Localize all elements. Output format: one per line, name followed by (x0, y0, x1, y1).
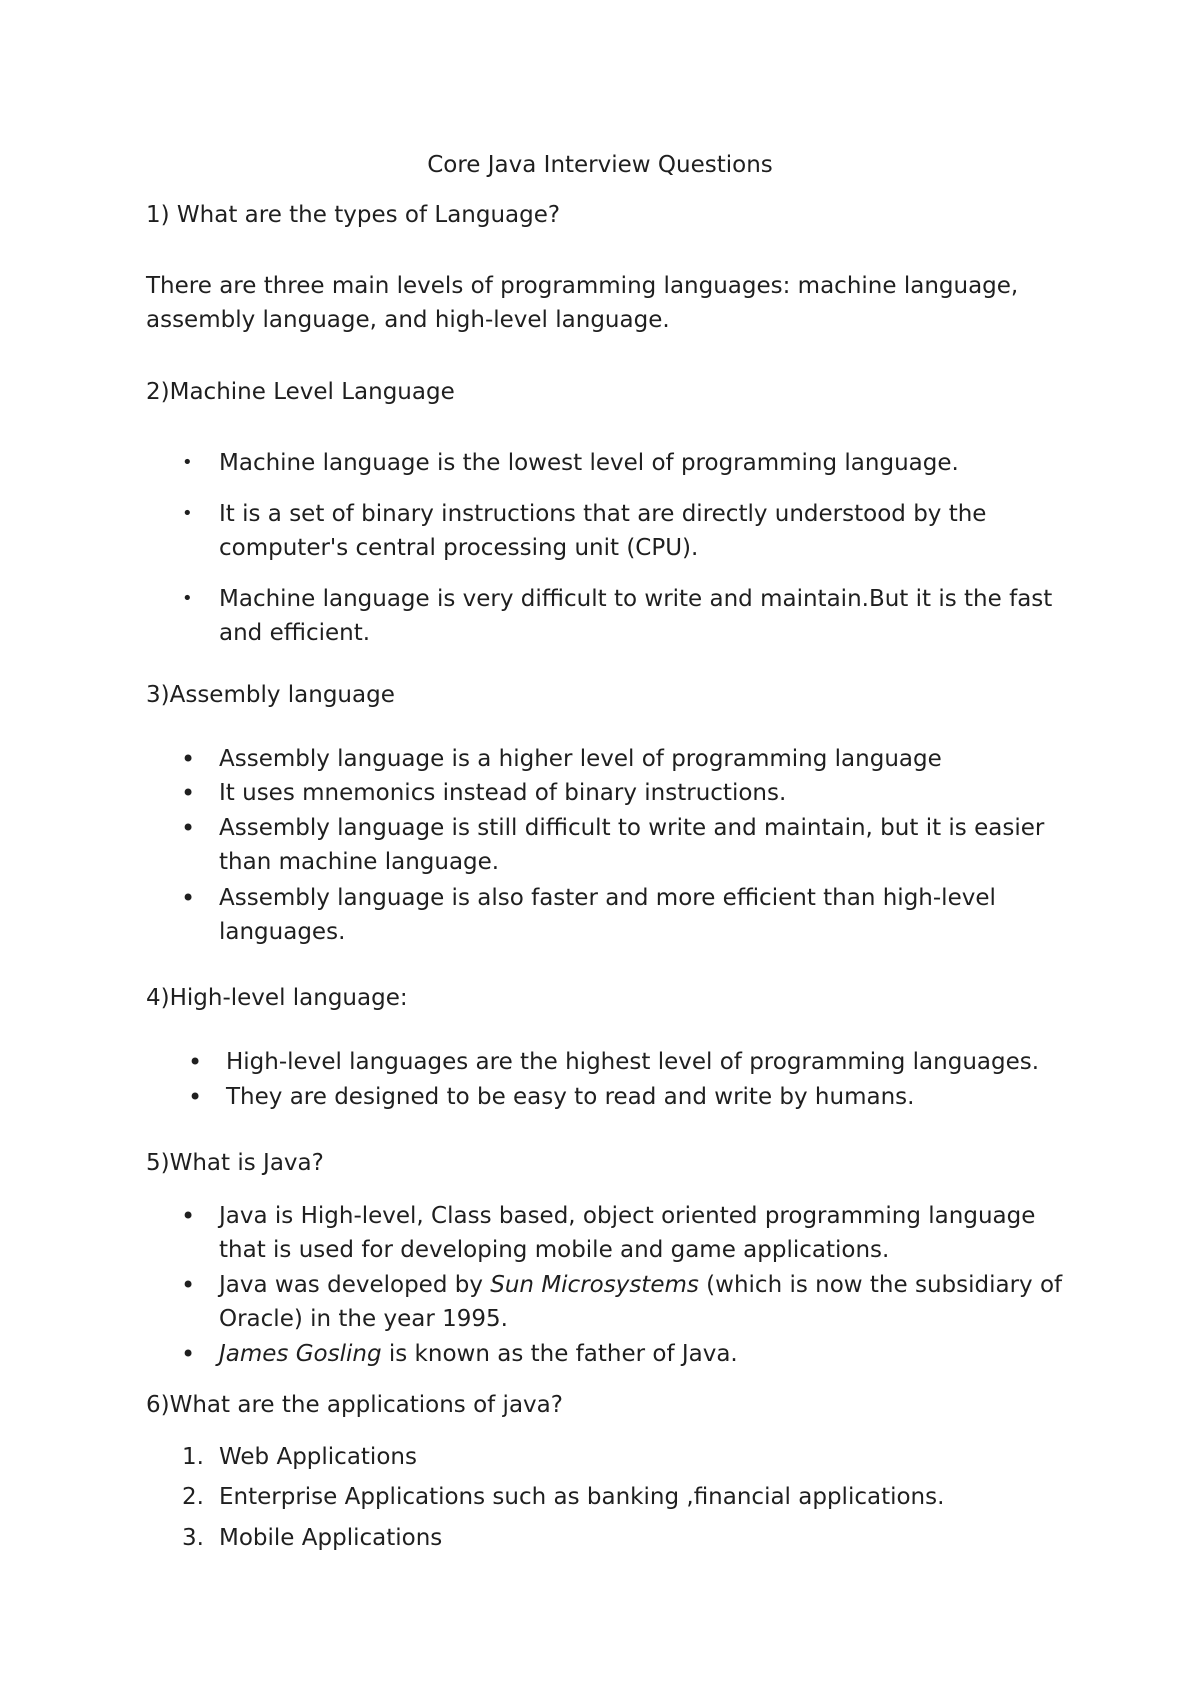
question-3-heading: 3)Assembly language (146, 682, 395, 708)
list-item (219, 1268, 1089, 1336)
question-6-heading: 6)What are the applications of java? (146, 1392, 563, 1418)
document-title: Core Java Interview Questions (427, 152, 773, 178)
list-item: They are designed to be easy to read and write by humans. (226, 1084, 915, 1110)
list-item: Machine language is very difficult to write and maintain.But it is the fast and efficient. (219, 586, 1053, 646)
list-item: It uses mnemonics instead of binary instructions. (219, 780, 787, 806)
list-item: Java is High-level, Class based, object oriented programming language that is used for developing mobile and game applications. (219, 1203, 1036, 1263)
list-item: Web Applications (219, 1444, 417, 1470)
list-item: Mobile Applications (219, 1525, 443, 1551)
list-item-text: is known as the father of Java. (381, 1341, 738, 1367)
bullet-icon: • (181, 1340, 196, 1368)
question-4-heading: 4)High-level language: (146, 985, 408, 1011)
list-item: Assembly language is still difficult to write and maintain, but it is easier than machine language. (219, 815, 1045, 875)
list-item: High-level languages are the highest level of programming languages. (226, 1049, 1040, 1075)
list-number: 1. (182, 1444, 204, 1470)
list-item: Assembly language is also faster and more efficient than high-level languages. (219, 885, 996, 945)
bullet-icon: • (181, 1271, 196, 1299)
list-item (219, 1337, 1089, 1371)
list-item: Enterprise Applications such as banking ,financial applications. (219, 1484, 945, 1510)
list-item-text: (which is now the subsidiary of Oracle) in the year 1995. (219, 1272, 1063, 1332)
company-name: Sun Microsystems (490, 1272, 699, 1298)
list-item: Machine language is the lowest level of programming language. (219, 450, 959, 476)
bullet-icon: • (181, 884, 196, 912)
question-1-heading: 1) What are the types of Language? (146, 202, 561, 228)
bullet-icon: • (188, 1048, 203, 1076)
person-name: James Gosling (219, 1341, 382, 1367)
question-1-answer: There are three main levels of programming languages: machine language, assembly language, and high-level language. (146, 273, 1019, 333)
list-number: 2. (182, 1484, 204, 1510)
bullet-icon: • (182, 452, 193, 473)
list-number: 3. (182, 1525, 204, 1551)
list-item-text: Java was developed by (219, 1272, 491, 1298)
question-2-heading: 2)Machine Level Language (146, 379, 455, 405)
bullet-icon: • (181, 745, 196, 773)
list-item: Assembly language is a higher level of programming language (219, 746, 942, 772)
question-5-heading: 5)What is Java? (146, 1150, 324, 1176)
bullet-icon: • (182, 503, 193, 524)
bullet-icon: • (181, 1202, 196, 1230)
bullet-icon: • (182, 588, 193, 609)
bullet-icon: • (181, 779, 196, 807)
bullet-icon: • (181, 814, 196, 842)
list-item: It is a set of binary instructions that are directly understood by the computer's central processing unit (CPU). (219, 501, 987, 561)
bullet-icon: • (188, 1083, 203, 1111)
